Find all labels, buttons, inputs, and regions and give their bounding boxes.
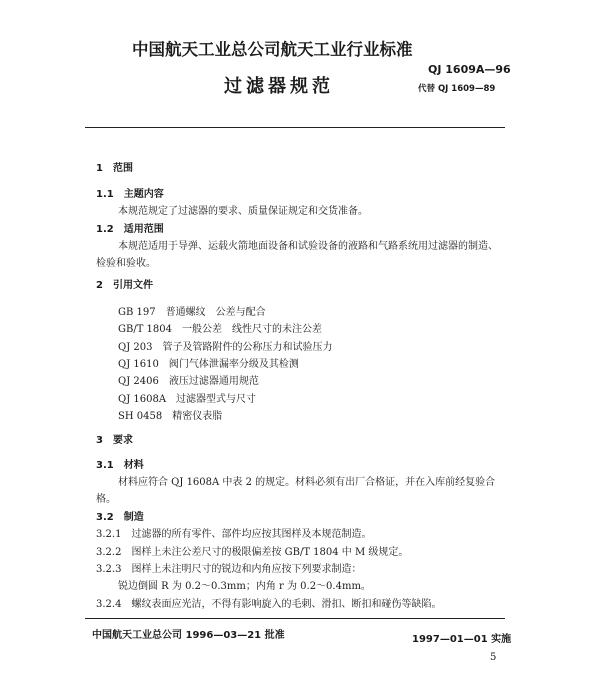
clause-3-2-3: 3.2.3 图样上未注明尺寸的锐边和内角应按下列要求制造：	[96, 564, 362, 575]
clause-3-2-1: 3.2.1 过滤器的所有零件、部件均应按其图样及本规范制造。	[96, 529, 372, 540]
effective-date: 1997—01—01 实施	[412, 634, 512, 645]
section-1-2-text-line2: 检验和验收。	[96, 258, 156, 269]
reference-item: QJ 1608A 过滤器型式与尺寸	[118, 394, 257, 405]
clause-3-2-2: 3.2.2 图样上未注公差尺寸的极限偏差按 GB/T 1804 中 M 级规定。	[96, 547, 409, 558]
reference-item: GB/T 1804 一般公差 线性尺寸的未注公差	[118, 324, 323, 335]
section-1-1-text: 本规范规定了过滤器的要求、质量保证规定和交货准备。	[118, 206, 368, 217]
organization-title: 中国航天工业总公司航天工业行业标准	[132, 40, 413, 59]
section-3-heading: 3 要求	[96, 435, 133, 446]
reference-item: QJ 203 管子及管路附件的公称压力和试验压力	[118, 342, 333, 353]
page-number: 5	[490, 652, 497, 663]
section-1-2-heading: 1.2 适用范围	[96, 224, 164, 235]
footer-rule	[85, 618, 505, 619]
section-3-1-heading: 3.1 材料	[96, 460, 144, 471]
reference-item: QJ 2406 液压过滤器通用规范	[118, 376, 259, 387]
document-title: 过滤器规范	[224, 76, 334, 97]
section-2-heading: 2 引用文件	[96, 280, 153, 291]
standard-number: QJ 1609A—96	[428, 63, 511, 76]
section-3-1-text-line2: 格。	[96, 494, 116, 505]
reference-item: SH 0458 精密仪表脂	[118, 411, 223, 422]
approval-date: 中国航天工业总公司 1996—03—21 批准	[92, 630, 285, 641]
header-rule	[85, 127, 505, 128]
clause-3-2-4: 3.2.4 螺纹表面应光洁，不得有影响旋入的毛刺、滑扣、断扣和碰伤等缺陷。	[96, 599, 442, 610]
reference-item: QJ 1610 阀门气体泄漏率分级及其检测	[118, 359, 299, 370]
section-3-1-text-line1: 材料应符合 QJ 1608A 中表 2 的规定。材料必须有出厂合格证，并在入库前经复验合	[118, 477, 496, 488]
replaces-standard: 代替 QJ 1609—89	[418, 84, 496, 94]
section-1-heading: 1 范围	[96, 163, 133, 174]
section-3-2-heading: 3.2 制造	[96, 512, 144, 523]
reference-item: GB 197 普通螺纹 公差与配合	[118, 307, 266, 318]
section-1-1-heading: 1.1 主题内容	[96, 189, 164, 200]
section-1-2-text-line1: 本规范适用于导弹、运载火箭地面设备和试验设备的液路和气路系统用过滤器的制造、	[118, 241, 498, 252]
clause-3-2-3-detail: 锐边倒圆 R 为 0.2～0.3mm；内角 r 为 0.2～0.4mm。	[118, 581, 371, 592]
